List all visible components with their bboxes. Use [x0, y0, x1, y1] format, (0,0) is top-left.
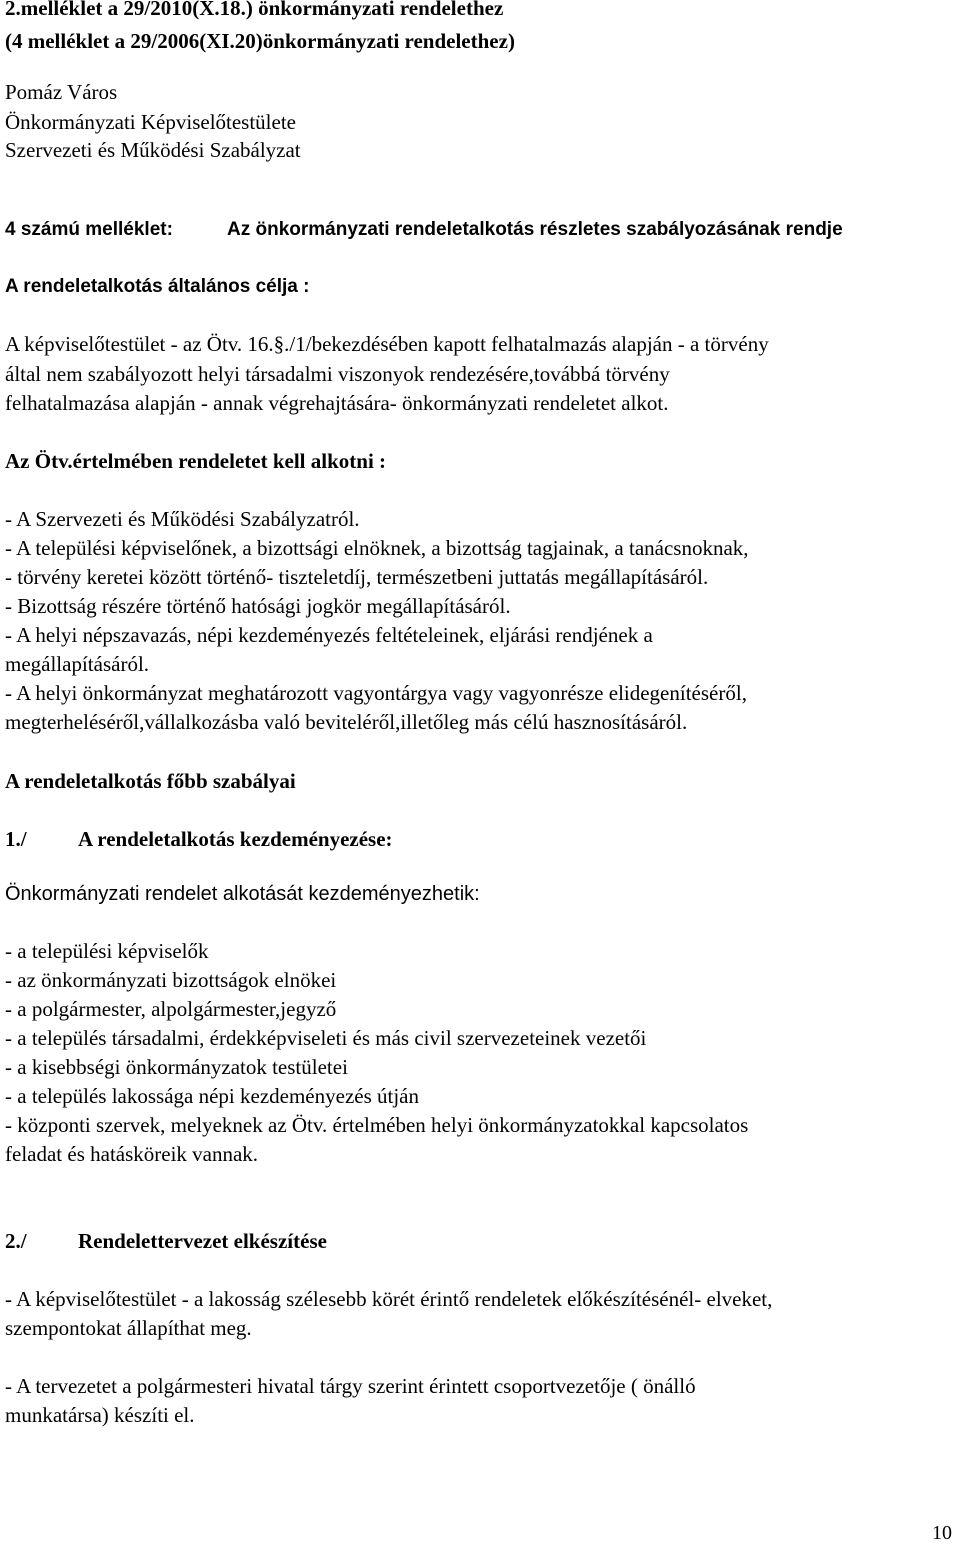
section1-number: 1./ [5, 827, 27, 851]
initiator-item: - a polgármester, alpolgármester,jegyző [5, 997, 337, 1021]
must-regulate-item: - A települési képviselőnek, a bizottsági elnöknek, a bizottság tagjainak, a tanácsnoknak, [5, 536, 749, 560]
must-regulate-item: - Bizottság részére történő hatósági jogkör megállapításáról. [5, 594, 511, 618]
initiator-item: - központi szervek, melyeknek az Ötv. értelmében helyi önkormányzatokkal kapcsolatos [5, 1113, 749, 1137]
institution-body: Önkormányzati Képviselőtestülete [5, 110, 296, 134]
initiator-item: - a települési képviselők [5, 939, 209, 963]
initiator-item: - az önkormányzati bizottságok elnökei [5, 968, 337, 992]
section2-paragraph: - A képviselőtestület - a lakosság szélesebb körét érintő rendeletek előkészítésénél- elveket, [5, 1287, 773, 1311]
section2-paragraph: - A tervezetet a polgármesteri hivatal tárgy szerint érintett csoportvezetője ( önálló [5, 1374, 696, 1398]
header-line-1: 2.melléklet a 29/2010(X.18.) önkormányzati rendelethez [5, 0, 504, 20]
section2-number: 2./ [5, 1229, 27, 1253]
institution-name: Pomáz Város [5, 80, 118, 104]
section2-paragraph: munkatársa) készíti el. [5, 1403, 195, 1427]
section1-intro: Önkormányzati rendelet alkotását kezdeményezhetik: [5, 883, 480, 905]
initiator-item: - a település lakossága népi kezdeményezés útján [5, 1084, 419, 1108]
initiator-item: feladat és hatásköreik vannak. [5, 1142, 259, 1166]
section1-title: A rendeletalkotás kezdeményezése: [78, 827, 393, 851]
must-regulate-item: - A helyi önkormányzat meghatározott vagyontárgya vagy vagyonrésze elidegenítéséről, [5, 681, 747, 705]
main-rules-heading: A rendeletalkotás főbb szabályai [5, 769, 296, 793]
section2-paragraph: szempontokat állapíthat meg. [5, 1316, 252, 1340]
must-regulate-item: - törvény keretei között történő- tiszteletdíj, természetbeni juttatás megállapításáról. [5, 565, 709, 589]
page-number: 10 [932, 1522, 952, 1544]
initiator-item: - a kisebbségi önkormányzatok testületei [5, 1055, 348, 1079]
general-goal-line: által nem szabályozott helyi társadalmi viszonyok rendezésére,továbbá törvény [5, 362, 670, 386]
must-regulate-item: megállapításáról. [5, 652, 150, 676]
must-regulate-item: - A Szervezeti és Működési Szabályzatról. [5, 507, 360, 531]
must-regulate-heading: Az Ötv.értelmében rendeletet kell alkotni : [5, 449, 387, 473]
must-regulate-item: megterheléséről,vállalkozásba való beviteléről,illetőleg más célú hasznosításáról. [5, 710, 688, 734]
general-goal-line: felhatalmazása alapján - annak végrehajtására- önkormányzati rendeletet alkot. [5, 391, 669, 415]
must-regulate-item: - A helyi népszavazás, népi kezdeményezés feltételeinek, eljárási rendjének a [5, 623, 653, 647]
annex-label: 4 számú melléklet: [5, 219, 173, 240]
document-name: Szervezeti és Működési Szabályzat [5, 138, 301, 162]
initiator-item: - a település társadalmi, érdekképviseleti és más civil szervezeteinek vezetői [5, 1026, 647, 1050]
annex-title: Az önkormányzati rendeletalkotás részletes szabályozásának rendje [227, 219, 843, 240]
header-line-2: (4 melléklet a 29/2006(XI.20)önkormányzati rendelethez) [5, 29, 515, 53]
general-goal-heading: A rendeletalkotás általános célja : [5, 276, 310, 297]
section2-title: Rendelettervezet elkészítése [78, 1229, 327, 1253]
general-goal-line: A képviselőtestület - az Ötv. 16.§./1/bekezdésében kapott felhatalmazás alapján - a törvény [5, 332, 769, 356]
